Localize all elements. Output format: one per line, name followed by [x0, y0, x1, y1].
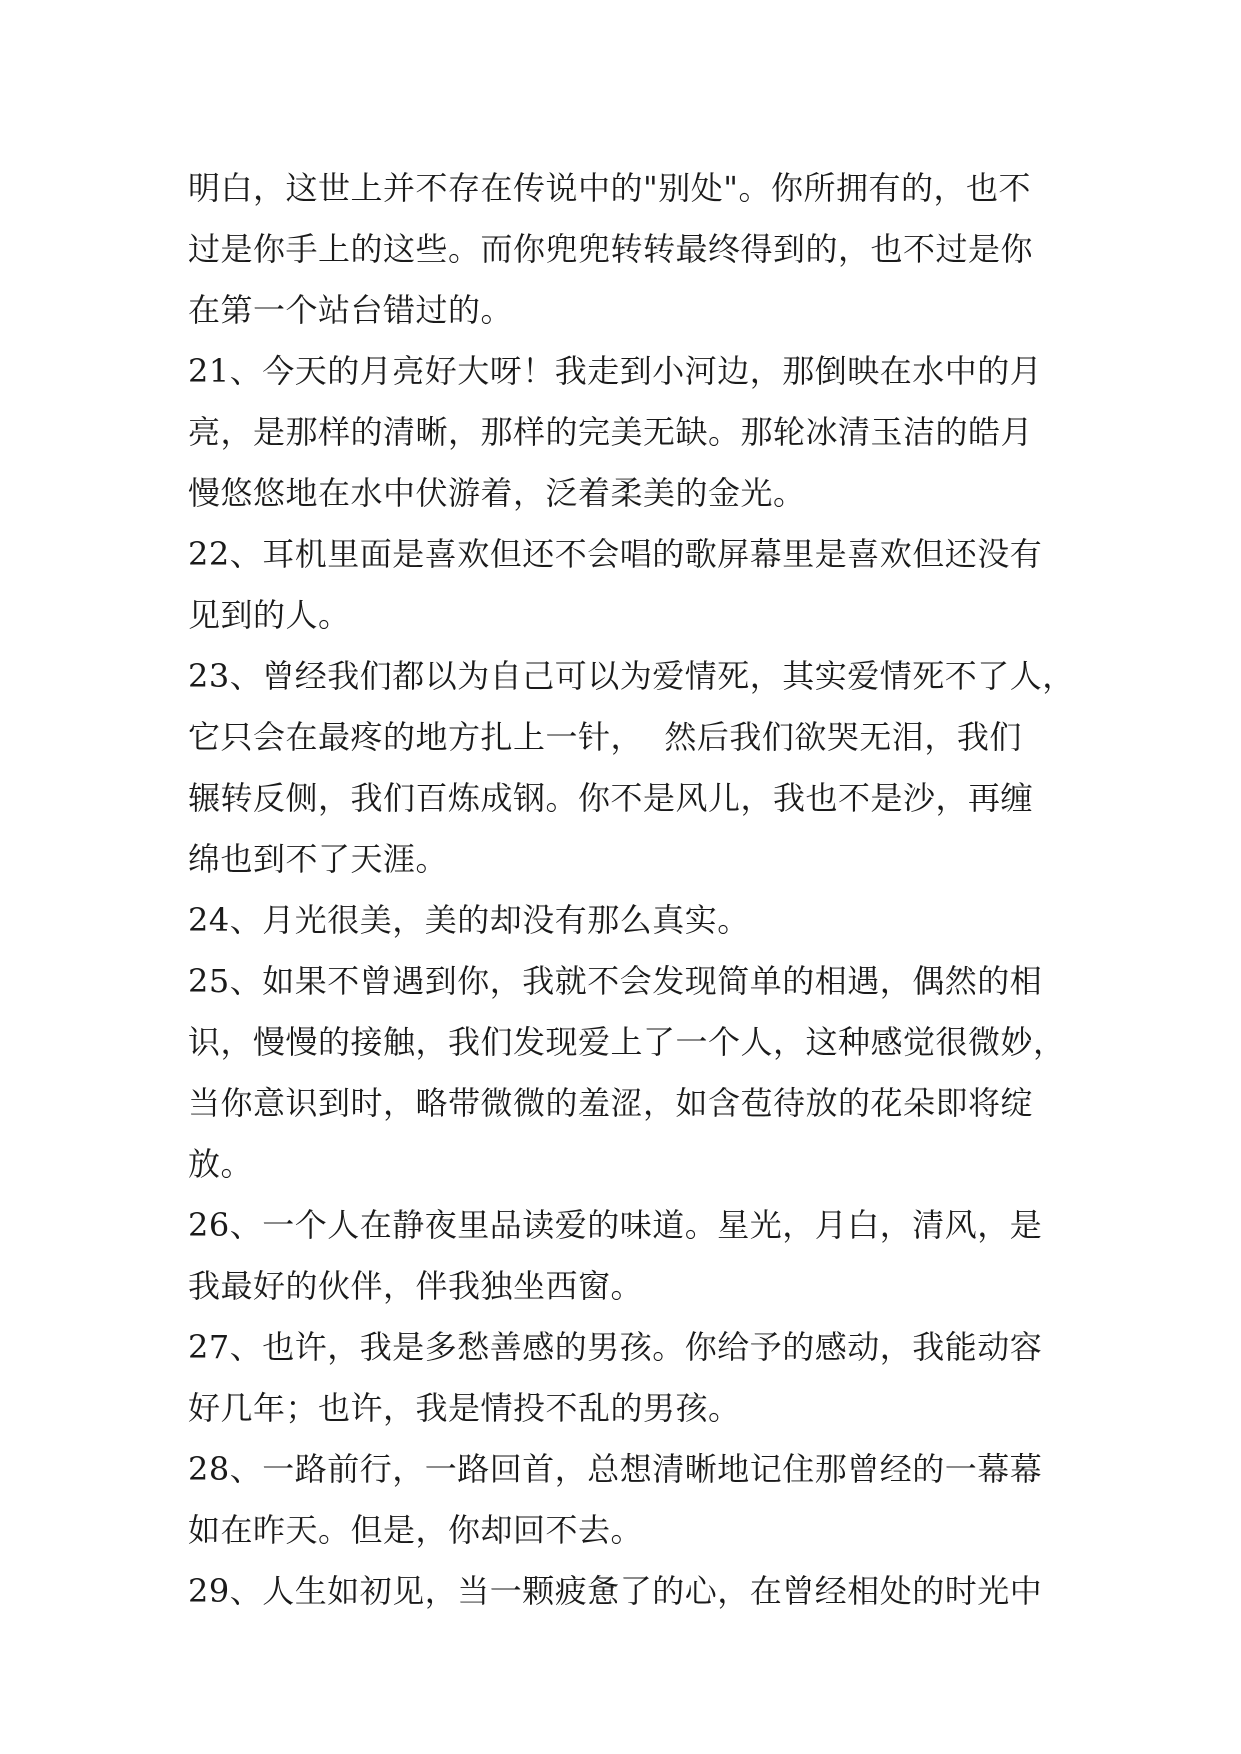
- text-line: 绵也到不了天涯。: [188, 840, 449, 878]
- text-line: 在第一个站台错过的。: [188, 291, 514, 329]
- text-line: 亮，是那样的清晰，那样的完美无缺。那轮冰清玉洁的皓月: [188, 413, 1034, 451]
- text-line: 29、人生如初见，当一颗疲惫了的心，在曾经相处的时光中: [188, 1572, 1043, 1610]
- text-line: 22、耳机里面是喜欢但还不会唱的歌屏幕里是喜欢但还没有: [188, 535, 1043, 573]
- text-line: 慢悠悠地在水中伏游着，泛着柔美的金光。: [188, 474, 806, 512]
- text-line: 25、如果不曾遇到你，我就不会发现简单的相遇，偶然的相: [188, 962, 1043, 1000]
- text-line: 我最好的伙伴，伴我独坐西窗。: [188, 1267, 644, 1305]
- text-line: 好几年；也许，我是情投不乱的男孩。: [188, 1389, 741, 1427]
- text-line: 27、也许，我是多愁善感的男孩。你给予的感动，我能动容: [188, 1328, 1043, 1366]
- text-line: 放。: [188, 1145, 254, 1183]
- text-line: 26、一个人在静夜里品读爱的味道。星光，月白，清风，是: [188, 1206, 1043, 1244]
- text-line: 如在昨天。但是，你却回不去。: [188, 1511, 644, 1549]
- text-line: 明白，这世上并不存在传说中的"别处"。你所拥有的，也不: [188, 169, 1031, 207]
- text-line: 21、今天的月亮好大呀！我走到小河边，那倒映在水中的月: [188, 352, 1043, 390]
- text-line: 23、曾经我们都以为自己可以为爱情死，其实爱情死不了人，: [188, 657, 1075, 695]
- text-line: 24、月光很美，美的却没有那么真实。: [188, 901, 750, 939]
- text-line: 见到的人。: [188, 596, 351, 634]
- text-line: 当你意识到时，略带微微的羞涩，如含苞待放的花朵即将绽: [188, 1084, 1034, 1122]
- text-line: 过是你手上的这些。而你兜兜转转最终得到的，也不过是你: [188, 230, 1034, 268]
- text-line: 辗转反侧，我们百炼成钢。你不是风儿，我也不是沙，再缠: [188, 779, 1034, 817]
- text-line: 它只会在最疼的地方扎上一针， 然后我们欲哭无泪，我们: [188, 718, 1022, 756]
- text-line: 识，慢慢的接触，我们发现爱上了一个人，这种感觉很微妙，: [188, 1023, 1066, 1061]
- text-line: 28、一路前行，一路回首，总想清晰地记住那曾经的一幕幕: [188, 1450, 1043, 1488]
- body-text: [188, 158, 1075, 1622]
